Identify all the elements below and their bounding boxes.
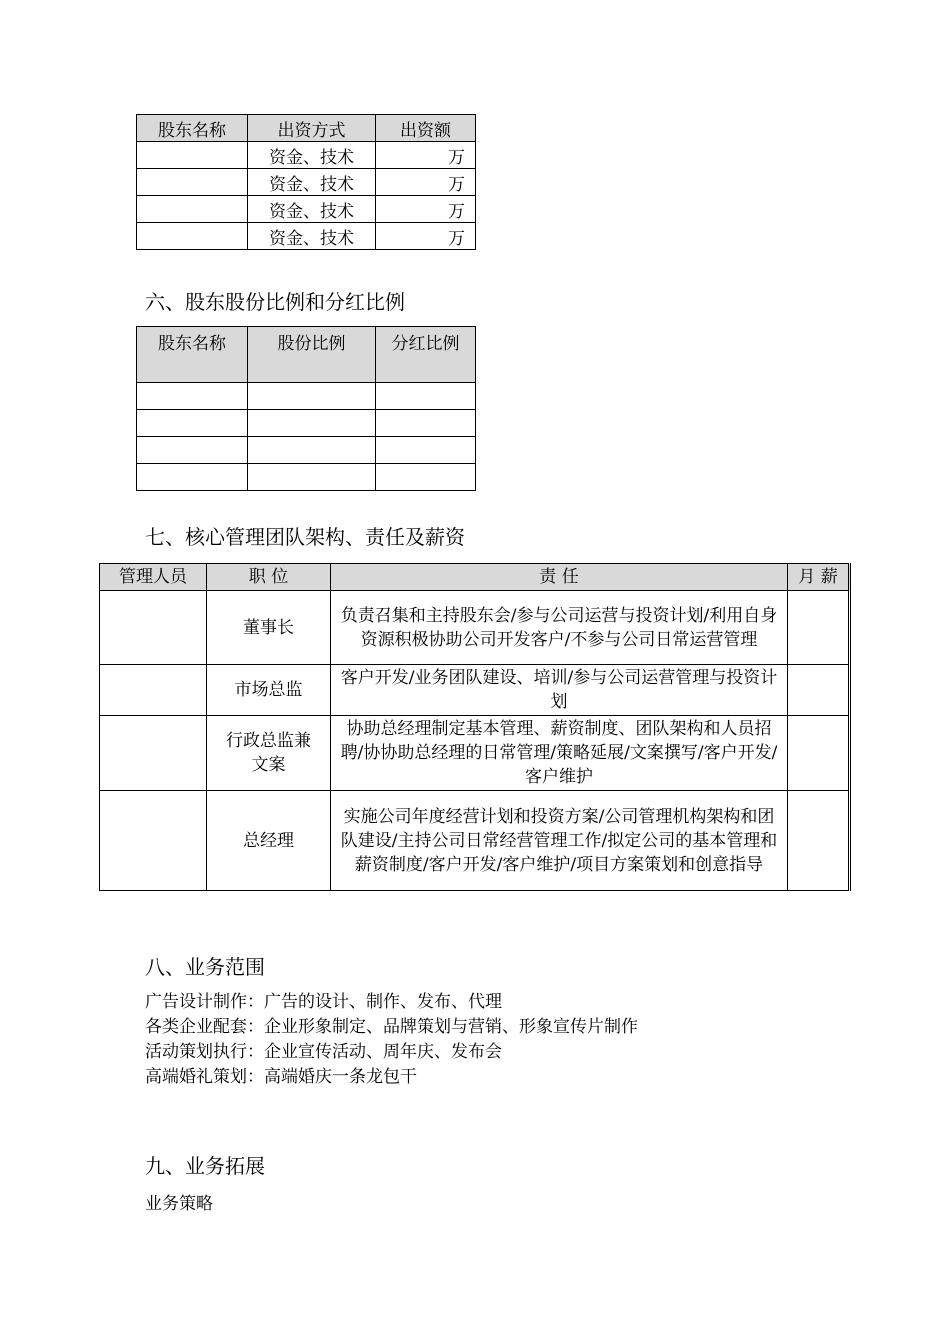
- section-6-heading: 六、股东股份比例和分红比例: [145, 290, 405, 314]
- business-strategy-text: 业务策略: [145, 1194, 213, 1214]
- column-header: 管理人员: [100, 564, 207, 591]
- list-item: 高端婚礼策划：高端婚庆一条龙包干: [145, 1067, 417, 1087]
- person-cell: [100, 665, 207, 716]
- duty-cell: 实施公司年度经营计划和投资方案/公司管理机构架构和团队建设/主持公司日常经营管理工作/拟定公司的基本管理和薪资制度/客户开发/客户维护/项目方案策划和创意指导: [331, 791, 788, 891]
- business-scope-list: [145, 990, 638, 1090]
- table-row: [100, 716, 850, 791]
- duty-cell: 协助总经理制定基本管理、薪资制度、团队架构和人员招聘/协协助总经理的日常管理/策略延展/文案撰写/客户开发/客户维护: [331, 716, 788, 791]
- salary-cell: [788, 591, 850, 665]
- table-header-row: [137, 327, 476, 383]
- contribution-amount-cell: 万: [376, 223, 476, 250]
- position-cell: 董事长: [207, 591, 331, 665]
- section-8-heading: 八、业务范围: [145, 955, 265, 979]
- contribution-method-cell: 资金、技术: [248, 223, 376, 250]
- contribution-amount-cell: 万: [376, 196, 476, 223]
- table-row: [137, 196, 476, 223]
- contribution-method-cell: 资金、技术: [248, 169, 376, 196]
- column-header: 出资方式: [248, 115, 376, 142]
- duty-cell: 负责召集和主持股东会/参与公司运营与投资计划/利用自身资源积极协助公司开发客户/不参与公司日常运营管理: [331, 591, 788, 665]
- position-cell: 总经理: [207, 791, 331, 891]
- shareholder-name-cell: [137, 169, 248, 196]
- shareholder-name-cell: [137, 142, 248, 169]
- column-header: 职 位: [207, 564, 331, 591]
- position-cell: 行政总监兼文案: [207, 716, 331, 791]
- column-header: 分红比例: [376, 327, 476, 383]
- table-row: [137, 223, 476, 250]
- column-header: 出资额: [376, 115, 476, 142]
- contribution-method-cell: 资金、技术: [248, 142, 376, 169]
- table-cell: [137, 383, 248, 410]
- table-row: [100, 665, 850, 716]
- list-item: 各类企业配套：企业形象制定、品牌策划与营销、形象宣传片制作: [145, 1017, 638, 1037]
- table-row: [137, 464, 476, 491]
- table-row: [137, 383, 476, 410]
- share-dividend-table: [136, 326, 476, 491]
- management-team-table: [99, 563, 851, 891]
- column-header: 股东名称: [137, 327, 248, 383]
- column-header: 股份比例: [248, 327, 376, 383]
- salary-cell: [788, 791, 850, 891]
- shareholder-name-cell: [137, 196, 248, 223]
- contribution-amount-cell: 万: [376, 142, 476, 169]
- table-row: [137, 410, 476, 437]
- table-row: [137, 437, 476, 464]
- salary-cell: [788, 665, 850, 716]
- column-header: 责 任: [331, 564, 788, 591]
- table-cell: [376, 464, 476, 491]
- table-cell: [376, 383, 476, 410]
- contribution-method-cell: 资金、技术: [248, 196, 376, 223]
- capital-contribution-table: [136, 114, 476, 250]
- person-cell: [100, 591, 207, 665]
- shareholder-name-cell: [137, 223, 248, 250]
- table-row: [137, 169, 476, 196]
- list-item: 活动策划执行：企业宣传活动、周年庆、发布会: [145, 1042, 502, 1062]
- duty-cell: 客户开发/业务团队建设、培训/参与公司运营管理与投资计划: [331, 665, 788, 716]
- table-row: [100, 591, 850, 665]
- column-header: 月 薪: [788, 564, 850, 591]
- position-cell: 市场总监: [207, 665, 331, 716]
- salary-cell: [788, 716, 850, 791]
- table-row: [137, 142, 476, 169]
- table-header-row: [137, 115, 476, 142]
- table-cell: [137, 437, 248, 464]
- table-row: [100, 791, 850, 891]
- table-cell: [137, 410, 248, 437]
- table-cell: [248, 383, 376, 410]
- table-cell: [248, 464, 376, 491]
- table-cell: [376, 437, 476, 464]
- person-cell: [100, 716, 207, 791]
- contribution-amount-cell: 万: [376, 169, 476, 196]
- section-9-heading: 九、业务拓展: [145, 1154, 265, 1178]
- person-cell: [100, 791, 207, 891]
- list-item: 广告设计制作：广告的设计、制作、发布、代理: [145, 992, 502, 1012]
- table-cell: [376, 410, 476, 437]
- column-header: 股东名称: [137, 115, 248, 142]
- table-cell: [248, 437, 376, 464]
- table-header-row: [100, 564, 850, 591]
- section-7-heading: 七、核心管理团队架构、责任及薪资: [145, 525, 465, 549]
- table-cell: [137, 464, 248, 491]
- table-cell: [248, 410, 376, 437]
